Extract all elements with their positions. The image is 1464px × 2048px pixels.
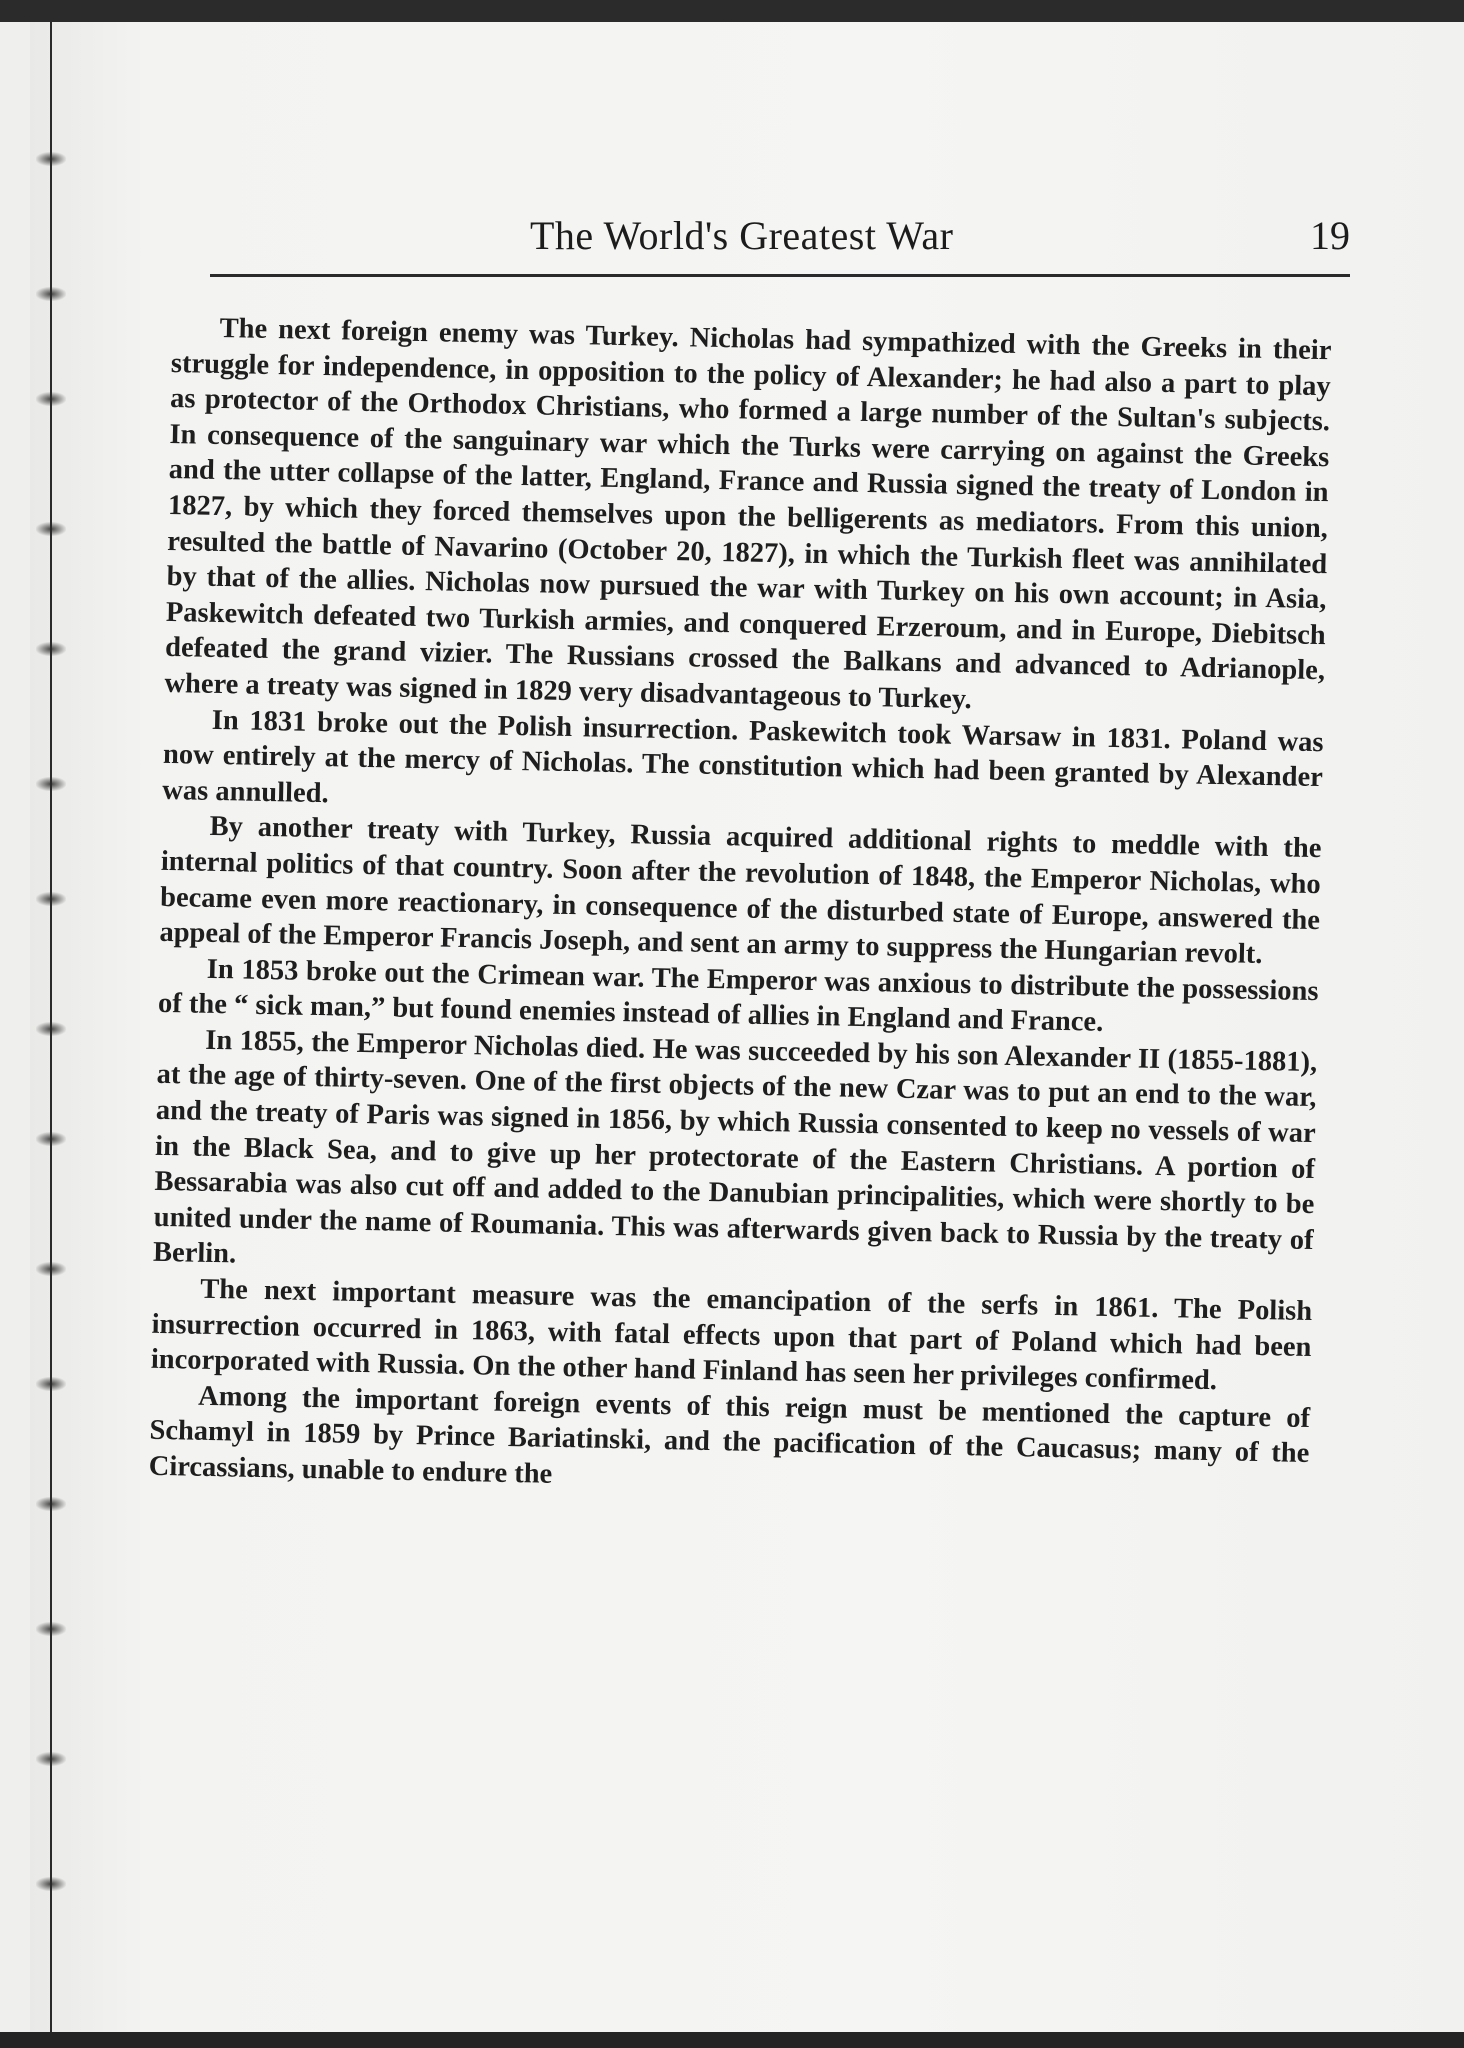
page-header <box>210 212 1350 272</box>
header-rule <box>210 274 1350 277</box>
binding-stitch <box>36 777 66 791</box>
paragraph: By another treaty with Turkey, Russia acquired additional rights to meddle with the internal politics of that country. Soon after the revolution of 1848, the Emperor Nicholas, who became even more reactionary, in consequence of the disturbed state of Europe, answered the appeal of the Emperor Francis Joseph, and sent an army to suppress the Hungarian revolt. <box>159 811 1322 971</box>
paragraph: In 1831 broke out the Polish insurrection. Paskewitch took Warsaw in 1831. Poland was now entirely at the mercy of Nicholas. The constitution which had been granted by Alexander was annulled. <box>162 704 1324 809</box>
binding-stitch <box>36 1497 66 1511</box>
paragraph: The next foreign enemy was Turkey. Nicholas had sympathized with the Greeks in their struggle for independence, in opposition to the policy of Alexander; he had also a part to play as protector of the Orthodox Christians, who formed a large number of the Sultan's subjects. In consequence of the sanguinary war which the Turks were carrying on against the Greeks and the utter collapse of the latter, England, France and Russia signed the treaty of London in 1827, by which they forced themselves upon the belligerents as mediators. From this union, resulted the battle of Navarino (October 20, 1827), in which the Turkish fleet was annihilated by that of the allies. Nicholas now pursued the war with Turkey on his own account; in Asia, Paskewitch defeated two Turkish armies, and conquered Erzeroum, and in Europe, Diebitsch defeated the grand vizier. The Russians crossed the Balkans and advanced to Adrianople, where a treaty was signed in 1829 very disadvantageous to Turkey. <box>164 312 1332 716</box>
paragraph: In 1855, the Emperor Nicholas died. He was succeeded by his son Alexander II (1855-1881), at the age of thirty-seven. One of the first objects of the new Czar was to put an end to the war, and the treaty of Paris was signed in 1856, by which Russia consented to keep no vessels of war in the Black Sea, and to give up her protectorate of the Eastern Christians. A portion of Bessarabia was also cut off and added to the Danubian principalities, which were shortly to be united under the name of Roumania. This was afterwards given back to Russia by the treaty of Berlin. <box>152 1024 1318 1270</box>
binding-stitch <box>36 1262 66 1276</box>
paragraph: Among the important foreign events of this reign must be mentioned the capture of Schamyl in 1859 by Prince Bariatinski, and the pacification of the Caucasus; many of the Circassians, unable to endure the <box>148 1380 1311 1490</box>
binding-stitch <box>36 287 66 301</box>
binding-stitch <box>36 1132 66 1146</box>
binding-stitch <box>36 1022 66 1036</box>
page-number: 19 <box>1310 213 1350 258</box>
running-title: The World's Greatest War <box>530 213 954 258</box>
binding-stitch <box>36 1877 66 1891</box>
binding-stitch <box>36 1622 66 1636</box>
body-text <box>148 310 1331 1508</box>
binding-stitch <box>36 1377 66 1391</box>
paragraph: The next important measure was the emancipation of the serfs in 1861. The Polish insurrection occurred in 1863, with fatal effects upon that part of Poland which had been incorporated with Russia. On the other hand Finland has seen her privileges confirmed. <box>150 1273 1313 1397</box>
binding-stitch <box>36 392 66 406</box>
binding-stitch <box>36 152 66 166</box>
binding-stitch <box>36 1752 66 1766</box>
binding-stitch <box>36 642 66 656</box>
paragraph: In 1853 broke out the Crimean war. The Emperor was anxious to distribute the possessions of the “ sick man,” but found enemies instead of allies in England and France. <box>157 953 1319 1039</box>
scan-bottom-edge <box>0 2032 1464 2048</box>
binding-stitch <box>36 522 66 536</box>
binding-stitch <box>36 892 66 906</box>
scanned-page <box>0 22 1464 2048</box>
